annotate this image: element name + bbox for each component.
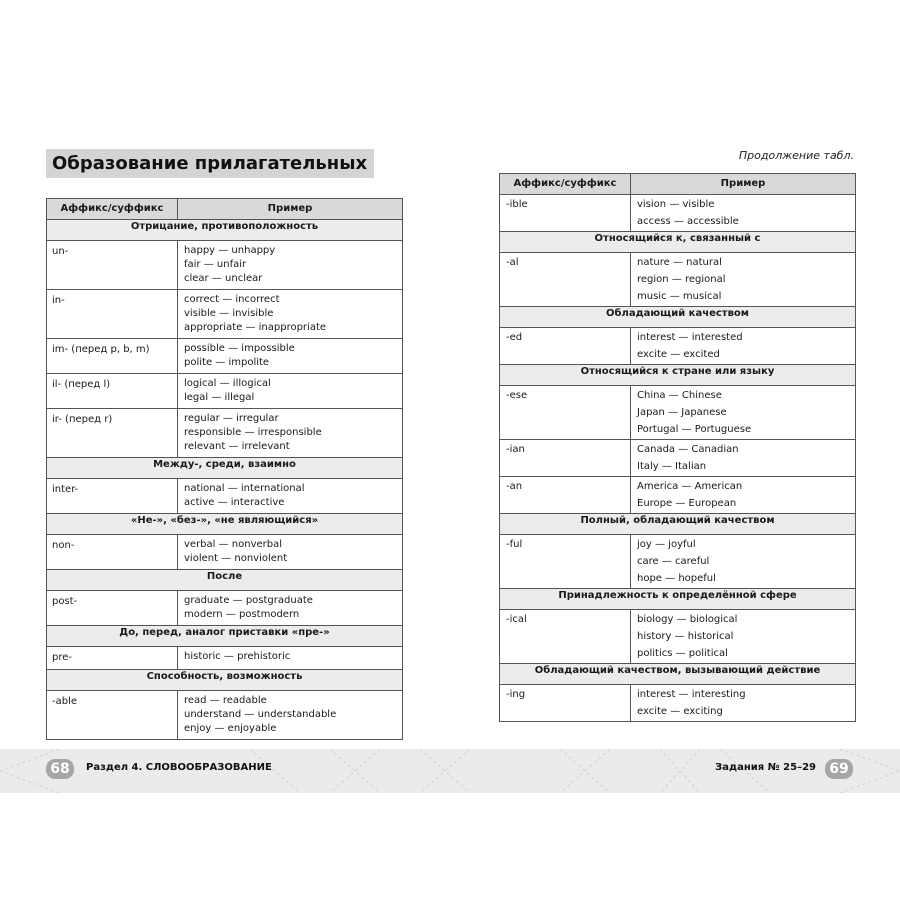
section-heading: Обладающий качеством (500, 307, 856, 328)
affix-cell: inter- (47, 479, 178, 514)
example-line: enjoy — enjoyable (184, 723, 277, 734)
section-heading-row (47, 514, 403, 535)
example-line: graduate — postgraduate (184, 595, 313, 606)
section-heading-row (47, 220, 403, 241)
section-heading-row (500, 589, 856, 610)
example-line: hope — hopeful (637, 573, 716, 584)
example-line: verbal — nonverbal (184, 539, 283, 550)
table-row (500, 477, 856, 514)
example-line: biology — biological (637, 614, 738, 625)
section-heading: Отрицание, противоположность (47, 220, 403, 241)
example-line: excite — excited (637, 349, 720, 360)
table-body (47, 220, 403, 740)
column-header-example: Пример (178, 199, 403, 220)
table-row (500, 386, 856, 440)
affix-cell: ir- (перед r) (47, 409, 178, 458)
example-line: legal — illegal (184, 392, 255, 403)
example-line: America — American (637, 481, 743, 492)
section-heading-row (500, 307, 856, 328)
example-cell (178, 290, 403, 339)
table-header-row (47, 199, 403, 220)
example-line: excite — exciting (637, 706, 723, 717)
example-line: modern — postmodern (184, 609, 300, 620)
example-line: historic — prehistoric (184, 651, 291, 662)
example-cell (178, 535, 403, 570)
table-row (47, 290, 403, 339)
example-line: Portugal — Portuguese (637, 424, 752, 435)
affix-cell: un- (47, 241, 178, 290)
column-header-affix: Аффикс/суффикс (47, 199, 178, 220)
section-heading: Обладающий качеством, вызывающий действие (500, 664, 856, 685)
section-heading-row (500, 365, 856, 386)
affix-cell: im- (перед p, b, m) (47, 339, 178, 374)
table-header-row (500, 174, 856, 195)
example-line: relevant — irrelevant (184, 441, 290, 452)
example-line: possible — impossible (184, 343, 295, 354)
example-cell (178, 339, 403, 374)
section-heading-row (47, 670, 403, 691)
example-line: China — Chinese (637, 390, 722, 401)
section-heading: Полный, обладающий качеством (500, 514, 856, 535)
affix-table-left (46, 198, 403, 740)
example-line: regular — irregular (184, 413, 279, 424)
affix-cell: post- (47, 591, 178, 626)
affix-cell: -an (500, 477, 631, 514)
table-row (47, 479, 403, 514)
table-row (500, 440, 856, 477)
example-line: read — readable (184, 695, 267, 706)
example-cell (178, 647, 403, 670)
affix-cell: -ian (500, 440, 631, 477)
table-row (500, 195, 856, 232)
section-heading: Способность, возможность (47, 670, 403, 691)
section-heading: Между-, среди, взаимно (47, 458, 403, 479)
section-heading: До, перед, аналог приставки «пре-» (47, 626, 403, 647)
column-header-example: Пример (631, 174, 856, 195)
affix-cell: -ical (500, 610, 631, 664)
example-line: interest — interesting (637, 689, 746, 700)
example-line: access — accessible (637, 216, 739, 227)
example-line: Europe — European (637, 498, 737, 509)
section-heading: После (47, 570, 403, 591)
section-heading-row (47, 626, 403, 647)
example-line: understand — understandable (184, 709, 337, 720)
example-line: logical — illogical (184, 378, 271, 389)
table-row (47, 591, 403, 626)
example-cell (178, 409, 403, 458)
section-heading-row (500, 232, 856, 253)
affix-cell: in- (47, 290, 178, 339)
example-cell (178, 374, 403, 409)
page-number-right: 69 (825, 759, 853, 779)
footer-section-title: Раздел 4. СЛОВООБРАЗОВАНИЕ (86, 762, 272, 773)
example-cell (178, 691, 403, 740)
affix-cell: -ing (500, 685, 631, 722)
example-line: nature — natural (637, 257, 722, 268)
affix-table-right (499, 173, 856, 722)
example-line: joy — joyful (637, 539, 696, 550)
table-row (47, 535, 403, 570)
section-heading-row (500, 664, 856, 685)
example-cell (631, 610, 856, 664)
table-row (47, 647, 403, 670)
affix-cell: -al (500, 253, 631, 307)
example-line: active — interactive (184, 497, 285, 508)
section-heading-row (47, 570, 403, 591)
example-line: clear — unclear (184, 273, 263, 284)
example-line: care — careful (637, 556, 710, 567)
example-line: Canada — Canadian (637, 444, 739, 455)
page-title: Образование прилагательных (46, 149, 374, 178)
section-heading: Принадлежность к определённой сфере (500, 589, 856, 610)
example-cell (178, 241, 403, 290)
section-heading-row (500, 514, 856, 535)
example-cell (631, 535, 856, 589)
example-line: Japan — Japanese (637, 407, 727, 418)
example-line: politics — political (637, 648, 728, 659)
example-line: Italy — Italian (637, 461, 707, 472)
table-row (500, 328, 856, 365)
example-cell (631, 195, 856, 232)
example-line: fair — unfair (184, 259, 247, 270)
affix-cell: -ible (500, 195, 631, 232)
example-cell (631, 440, 856, 477)
example-line: music — musical (637, 291, 722, 302)
example-cell (631, 253, 856, 307)
example-line: interest — interested (637, 332, 743, 343)
table-row (500, 253, 856, 307)
section-heading: Относящийся к стране или языку (500, 365, 856, 386)
affix-cell: non- (47, 535, 178, 570)
example-line: appropriate — inappropriate (184, 322, 327, 333)
table-row (47, 409, 403, 458)
example-line: happy — unhappy (184, 245, 276, 256)
affix-cell: -ese (500, 386, 631, 440)
column-header-affix: Аффикс/суффикс (500, 174, 631, 195)
table-body (500, 195, 856, 722)
example-line: vision — visible (637, 199, 715, 210)
table-row (47, 339, 403, 374)
table-row (500, 685, 856, 722)
example-line: history — historical (637, 631, 734, 642)
affix-cell: -ful (500, 535, 631, 589)
page-number-left: 68 (46, 759, 74, 779)
example-cell (631, 386, 856, 440)
example-cell (631, 477, 856, 514)
table-row (47, 241, 403, 290)
table-row (47, 374, 403, 409)
example-cell (178, 591, 403, 626)
section-heading-row (47, 458, 403, 479)
example-line: violent — nonviolent (184, 553, 288, 564)
affix-cell: -able (47, 691, 178, 740)
table-row (47, 691, 403, 740)
example-line: region — regional (637, 274, 726, 285)
example-line: polite — impolite (184, 357, 270, 368)
example-line: correct — incorrect (184, 294, 280, 305)
example-cell (178, 479, 403, 514)
example-cell (631, 685, 856, 722)
continuation-note: Продолжение табл. (738, 149, 854, 162)
example-line: visible — invisible (184, 308, 274, 319)
example-line: national — international (184, 483, 305, 494)
affix-cell: pre- (47, 647, 178, 670)
example-cell (631, 328, 856, 365)
affix-cell: il- (перед l) (47, 374, 178, 409)
affix-cell: -ed (500, 328, 631, 365)
footer-tasks-label: Задания № 25–29 (715, 762, 816, 773)
table-row (500, 535, 856, 589)
section-heading: «Не-», «без-», «не являющийся» (47, 514, 403, 535)
example-line: responsible — irresponsible (184, 427, 322, 438)
section-heading: Относящийся к, связанный с (500, 232, 856, 253)
table-row (500, 610, 856, 664)
